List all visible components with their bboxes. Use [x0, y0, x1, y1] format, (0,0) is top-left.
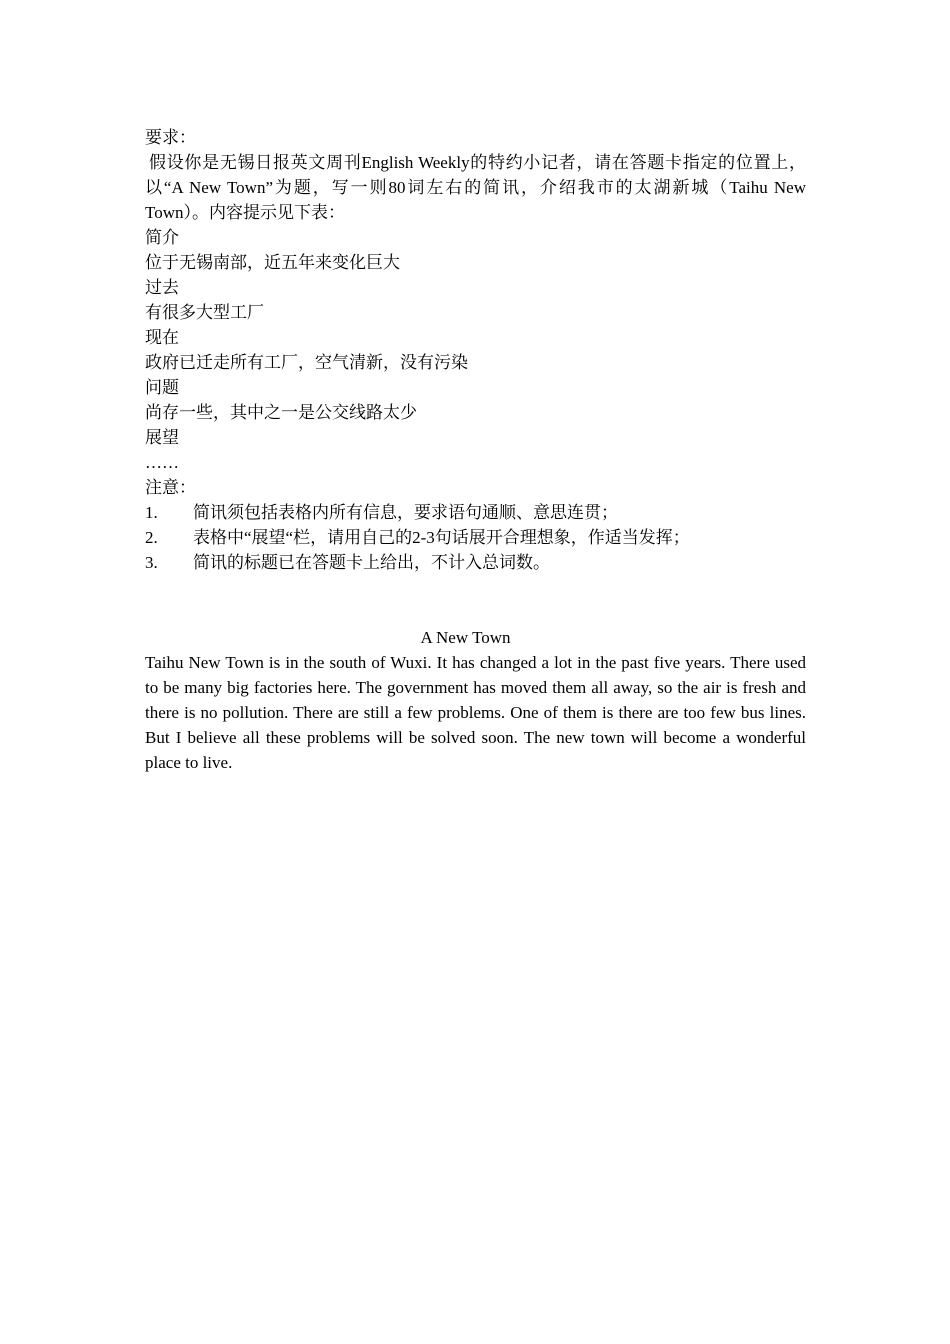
notes-list [145, 500, 806, 575]
note-item [145, 525, 806, 550]
writing-prompt: 假设你是无锡日报英文周刊English Weekly的特约小记者，请在答题卡指定的位置上，以“A New Town”为题，写一则80词左右的简讯，介绍我市的太湖新城（Taihu New Town）。内容提示见下表： [145, 153, 806, 222]
note-number: 2. [145, 528, 158, 547]
table-row-content: 尚存一些，其中之一是公交线路太少 [145, 403, 417, 422]
note-text: 简讯的标题已在答题卡上给出，不计入总词数。 [193, 553, 550, 572]
table-row-content: …… [145, 453, 179, 472]
note-item [145, 550, 806, 575]
table-row-label: 简介 [145, 228, 179, 247]
table-row-label: 问题 [145, 378, 179, 397]
requirements-heading: 要求： [145, 128, 196, 147]
table-row-label: 过去 [145, 278, 179, 297]
document-page [145, 125, 806, 775]
note-number: 1. [145, 503, 158, 522]
essay-title: A New Town [420, 628, 511, 647]
essay-body: Taihu New Town is in the south of Wuxi. It has changed a lot in the past five years. There used to be many big factories here. The government has moved them all away, so the air is fresh and there is no pollution. There are still a few problems. One of them is there are too few bus lines. But I believe all these problems will be solved soon. The new town will become a wonderful place to live. [145, 653, 806, 772]
table-row-content: 政府已迁走所有工厂，空气清新，没有污染 [145, 353, 468, 372]
note-text: 表格中“展望“栏，请用自己的2-3句话展开合理想象，作适当发挥； [193, 528, 690, 547]
note-number: 3. [145, 553, 158, 572]
table-row-content: 位于无锡南部，近五年来变化巨大 [145, 253, 400, 272]
section-spacer [145, 575, 806, 625]
table-row-label: 现在 [145, 328, 179, 347]
table-row-content: 有很多大型工厂 [145, 303, 264, 322]
note-text: 简讯须包括表格内所有信息，要求语句通顺、意思连贯； [193, 503, 618, 522]
notes-heading: 注意： [145, 478, 196, 497]
content-table [145, 225, 806, 475]
table-row-label: 展望 [145, 428, 179, 447]
note-item [145, 500, 806, 525]
